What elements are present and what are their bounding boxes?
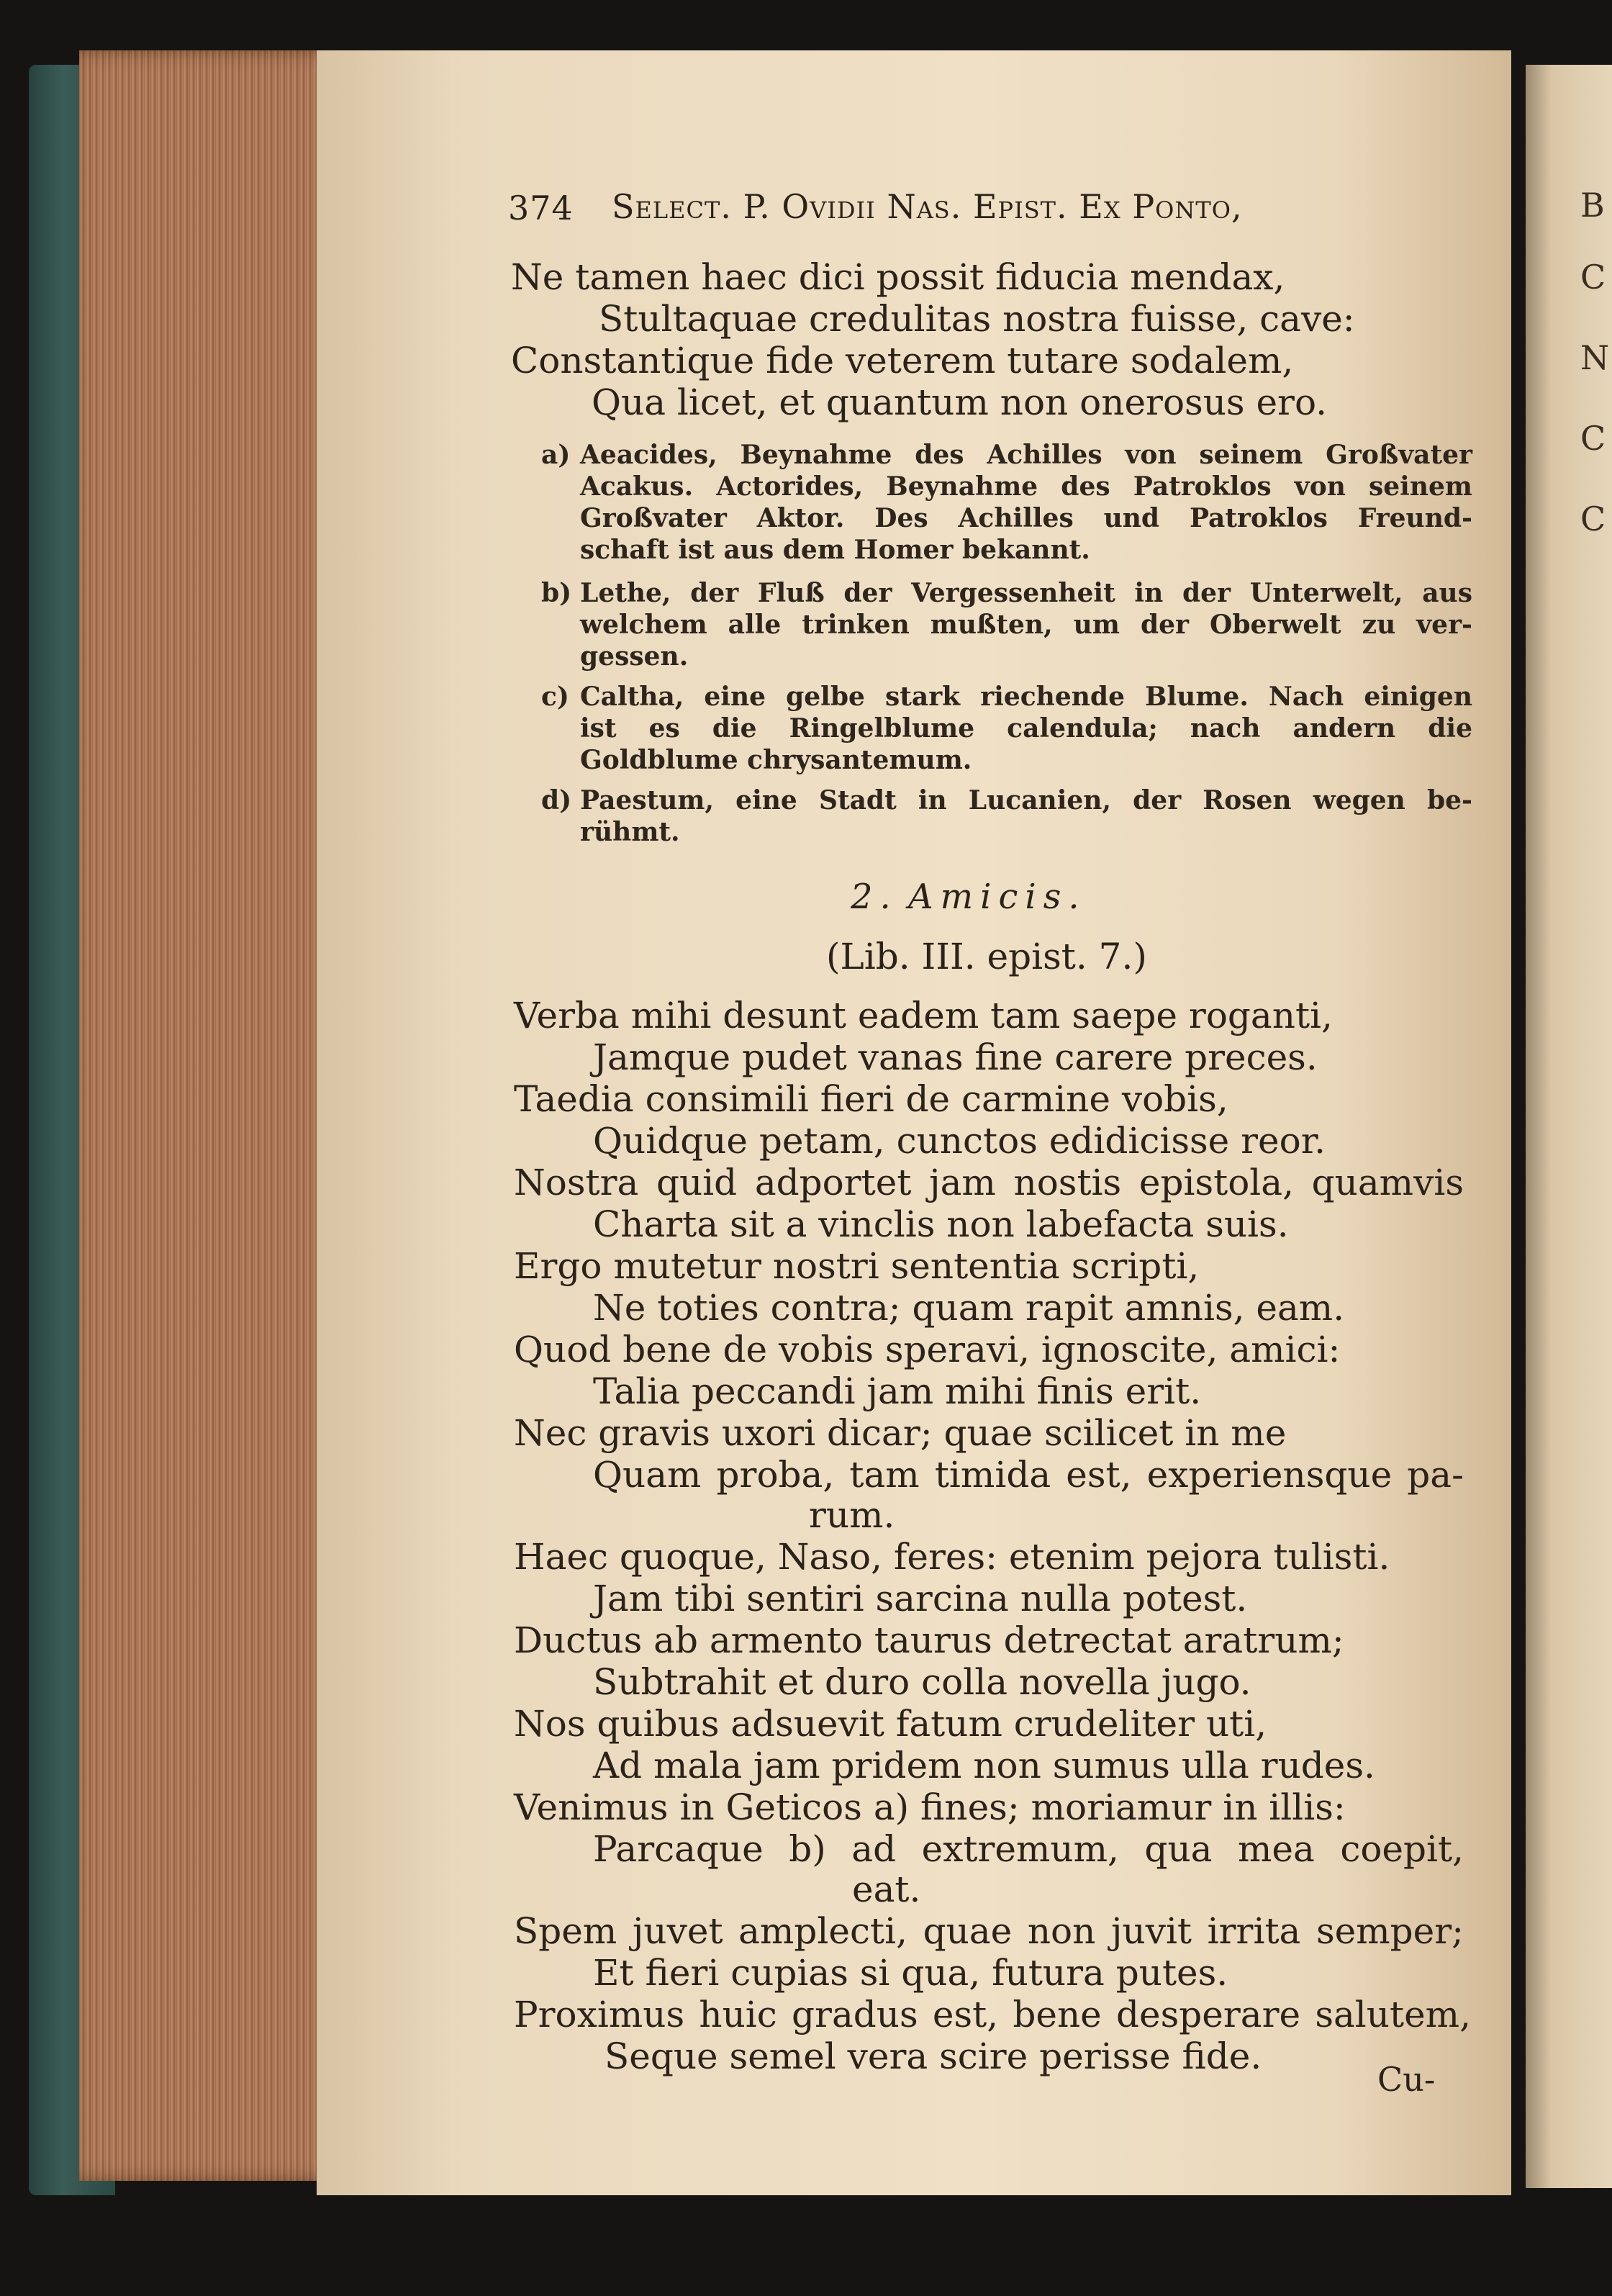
poem-source: (Lib. III. epist. 7.) bbox=[826, 936, 1147, 977]
verse-line: Ergo mutetur nostri sententia scripti, bbox=[514, 1245, 1200, 1287]
verse-line: Verba mihi desunt eadem tam saepe roganti, bbox=[514, 995, 1333, 1036]
verse-line: eat. bbox=[852, 1868, 921, 1910]
note-line: welchem alle trinken mußten, um der Oberwelt zu ver- bbox=[580, 610, 1472, 640]
verse-line: Nec gravis uxori dicar; quae scilicet in me bbox=[514, 1412, 1287, 1454]
note-label: d) bbox=[541, 785, 572, 815]
verse-line: Quidque petam, cunctos edidicisse reor. bbox=[593, 1120, 1326, 1162]
note-line: Caltha, eine gelbe stark riechende Blume. Nach einigen bbox=[580, 682, 1472, 712]
verse-line: Et fieri cupias si qua, futura putes. bbox=[593, 1952, 1228, 1994]
verse-line: Haec quoque, Naso, feres: etenim pejora tulisti. bbox=[514, 1536, 1390, 1578]
verse-line: Quod bene de vobis speravi, ignoscite, amici: bbox=[514, 1329, 1341, 1370]
note-line: Paestum, eine Stadt in Lucanien, der Rosen wegen be- bbox=[580, 785, 1472, 815]
verse-line: Nostra quid adportet jam nostis epistola, quamvis bbox=[514, 1162, 1464, 1203]
note-line: Lethe, der Fluß der Vergessenheit in der Unterwelt, aus bbox=[580, 578, 1472, 608]
note-line: rühmt. bbox=[580, 817, 680, 847]
verse-line: Constantique fide veterem tutare sodalem, bbox=[511, 340, 1294, 381]
note-line: Großvater Aktor. Des Achilles und Patroklos Freund- bbox=[580, 503, 1472, 533]
poem-title: Amicis. bbox=[908, 877, 1087, 917]
verse-line: Nos quibus adsuevit fatum crudeliter uti, bbox=[514, 1703, 1267, 1745]
note-label: c) bbox=[541, 682, 569, 712]
note-line: ist es die Ringelblume calendula; nach andern die bbox=[580, 713, 1472, 744]
verse-line: Ad mala jam pridem non sumus ulla rudes. bbox=[593, 1745, 1375, 1786]
verse-line: Talia peccandi jam mihi finis erit. bbox=[593, 1370, 1202, 1412]
verse-line: Seque semel vera scire perisse fide. bbox=[604, 2035, 1262, 2077]
note-label: b) bbox=[541, 578, 572, 608]
catchword: Cu- bbox=[1377, 2060, 1436, 2099]
verse-line: Subtrahit et duro colla novella jugo. bbox=[593, 1661, 1251, 1703]
note-line: gessen. bbox=[580, 641, 689, 672]
verse-line: rum. bbox=[809, 1494, 895, 1536]
facing-page-letter: C bbox=[1580, 419, 1606, 458]
verse-line: Jamque pudet vanas fine carere preces. bbox=[593, 1036, 1318, 1078]
verse-line: Taedia consimili fieri de carmine vobis, bbox=[514, 1078, 1228, 1120]
poem-number: 2. bbox=[851, 877, 898, 917]
verse-line: Parcaque b) ad extremum, qua mea coepit, bbox=[593, 1828, 1464, 1870]
running-head: Select. P. Ovidii Nas. Epist. Ex Ponto, bbox=[612, 187, 1243, 226]
verse-line: Charta sit a vinclis non labefacta suis. bbox=[593, 1203, 1289, 1245]
note-line: Acakus. Actorides, Beynahme des Patroklos von seinem bbox=[580, 471, 1472, 502]
note-line: schaft ist aus dem Homer bekannt. bbox=[580, 535, 1090, 565]
page-block-edges bbox=[79, 50, 338, 2181]
facing-page-letter: C bbox=[1580, 500, 1606, 538]
note-label: a) bbox=[541, 440, 571, 470]
note-line: Aeacides, Beynahme des Achilles von seinem Großvater bbox=[580, 440, 1472, 470]
facing-page-edge bbox=[1526, 65, 1612, 2188]
facing-page-letter: N bbox=[1580, 338, 1610, 377]
verse-line: Qua licet, et quantum non onerosus ero. bbox=[592, 381, 1328, 423]
facing-page-letter: C bbox=[1580, 258, 1606, 297]
verse-line: Ne toties contra; quam rapit amnis, eam. bbox=[593, 1287, 1345, 1329]
verse-line: Stultaquae credulitas nostra fuisse, cave: bbox=[599, 298, 1355, 340]
verse-line: Spem juvet amplecti, quae non juvit irrita semper; bbox=[514, 1910, 1464, 1952]
verse-line: Proximus huic gradus est, bene desperare salutem, bbox=[514, 1994, 1471, 2035]
verse-line: Ductus ab armento taurus detrectat aratrum; bbox=[514, 1619, 1344, 1661]
note-line: Goldblume chrysantemum. bbox=[580, 745, 972, 775]
verse-line: Ne tamen haec dici possit fiducia mendax, bbox=[511, 256, 1285, 298]
facing-page-letter: B bbox=[1580, 186, 1605, 225]
verse-line: Quam proba, tam timida est, experiensque pa- bbox=[593, 1454, 1464, 1496]
verse-line: Jam tibi sentiri sarcina nulla potest. bbox=[593, 1578, 1248, 1619]
page-number: 374 bbox=[508, 189, 574, 227]
verse-line: Venimus in Geticos a) fines; moriamur in illis: bbox=[514, 1786, 1346, 1828]
